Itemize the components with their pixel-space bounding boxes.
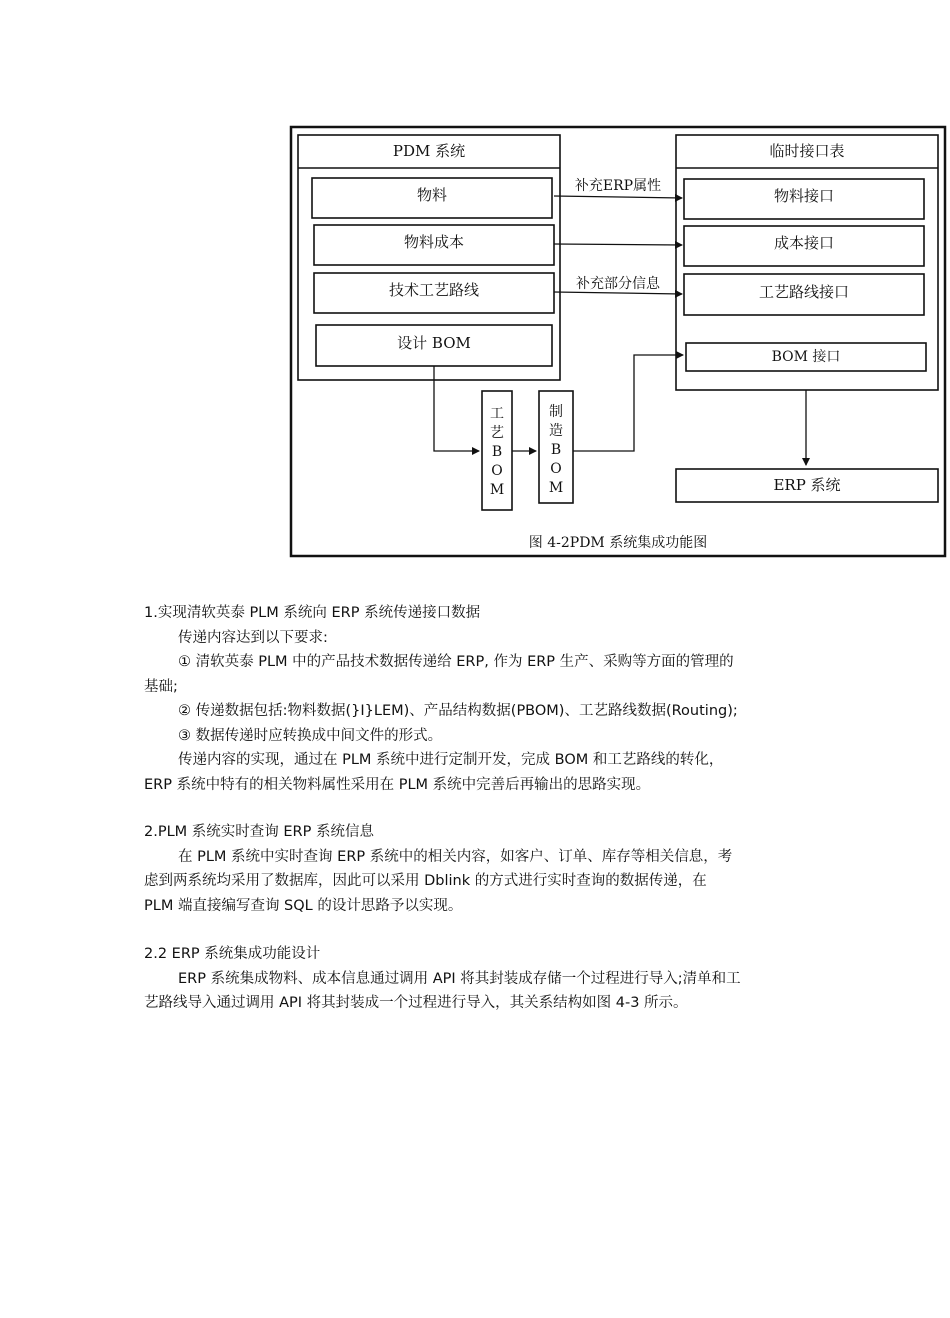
arrow-label-erp-attributes: 补充ERP属性 [574, 178, 662, 194]
manufacturing-bom-char: M [548, 480, 564, 496]
pdm-integration-figure [288, 124, 948, 559]
interface-item-routing: 工艺路线接口 [758, 283, 850, 301]
section2-para-line1: 在 PLM 系统中实时查询 ERP 系统中的相关内容，如客户、订单、库存等相关信息，考 [178, 848, 733, 865]
interface-table-title: 临时接口表 [769, 142, 845, 160]
process-bom-char: 艺 [490, 425, 504, 441]
section1-para-line2: ERP 系统中特有的相关物料属性采用在 PLM 系统中完善后再输出的思路实现。 [144, 776, 651, 793]
section2-para-line3: PLM 端直接编写查询 SQL 的设计思路予以实现。 [144, 897, 463, 914]
pdm-item-material: 物料 [416, 186, 448, 204]
manufacturing-bom-char: B [550, 442, 562, 458]
manufacturing-bom-char: 造 [549, 423, 563, 439]
manufacturing-bom-label [541, 403, 571, 498]
section1-intro: 传递内容达到以下要求: [178, 629, 328, 646]
section-plm-query-erp [144, 820, 824, 918]
section1-item3: ③ 数据传递时应转换成中间文件的形式。 [178, 727, 443, 744]
section1-heading: 1.实现清软英泰 PLM 系统向 ERP 系统传递接口数据 [144, 605, 481, 621]
section3-para-line2: 艺路线导入通过调用 API 将其封装成一个过程进行导入，其关系结构如图 4-3 所示。 [144, 995, 688, 1011]
section1-item1-line1: ① 清软英泰 PLM 中的产品技术数据传递给 ERP, 作为 ERP 生产、采购等方面的管理的 [178, 654, 734, 670]
pdm-system-title: PDM 系统 [392, 142, 466, 160]
arrow-routing [554, 292, 682, 294]
arrow-material [554, 196, 682, 198]
section3-heading: 2.2 ERP 系统集成功能设计 [144, 946, 321, 962]
process-bom-char: O [491, 463, 503, 479]
section2-heading: 2.PLM 系统实时查询 ERP 系统信息 [144, 824, 374, 840]
manufacturing-bom-char: 制 [549, 404, 563, 420]
section-plm-to-erp [144, 601, 824, 797]
erp-system-label: ERP 系统 [773, 476, 841, 494]
pdm-item-design-bom: 设计 BOM [397, 334, 471, 352]
process-bom-char: 工 [490, 406, 504, 422]
section1-item1-line2: 基础; [144, 678, 178, 695]
section1-para-line1: 传递内容的实现，通过在 PLM 系统中进行定制开发，完成 BOM 和工艺路线的转化， [178, 752, 724, 768]
section-erp-integration-design [144, 942, 824, 1016]
arrow-cost [554, 244, 682, 245]
interface-item-material: 物料接口 [773, 187, 835, 205]
process-bom-char: M [489, 482, 505, 498]
process-bom-label [482, 405, 512, 500]
pdm-item-routing: 技术工艺路线 [388, 281, 480, 299]
pdm-item-cost: 物料成本 [403, 233, 465, 251]
section1-item2: ② 传递数据包括:物料数据(}I}LEM)、产品结构数据(PBOM)、工艺路线数据(Routing); [178, 703, 738, 719]
section2-para-line2: 虑到两系统均采用了数据库，因此可以采用 Dblink 的方式进行实时查询的数据传递，在 [144, 873, 707, 889]
arrow-label-partial-info: 补充部分信息 [576, 276, 660, 292]
section3-para-line1: ERP 系统集成物料、成本信息通过调用 API 将其封装成存储一个过程进行导入;清单和工 [178, 970, 741, 987]
interface-item-bom: BOM 接口 [771, 349, 841, 365]
arrow-design-bom-to-process-bom [434, 366, 479, 451]
figure-caption: 图 4-2PDM 系统集成功能图 [528, 535, 708, 551]
interface-item-cost: 成本接口 [773, 234, 835, 252]
process-bom-char: B [491, 444, 503, 460]
arrow-manufacturing-to-bom-interface [573, 355, 683, 451]
manufacturing-bom-char: O [550, 461, 562, 477]
